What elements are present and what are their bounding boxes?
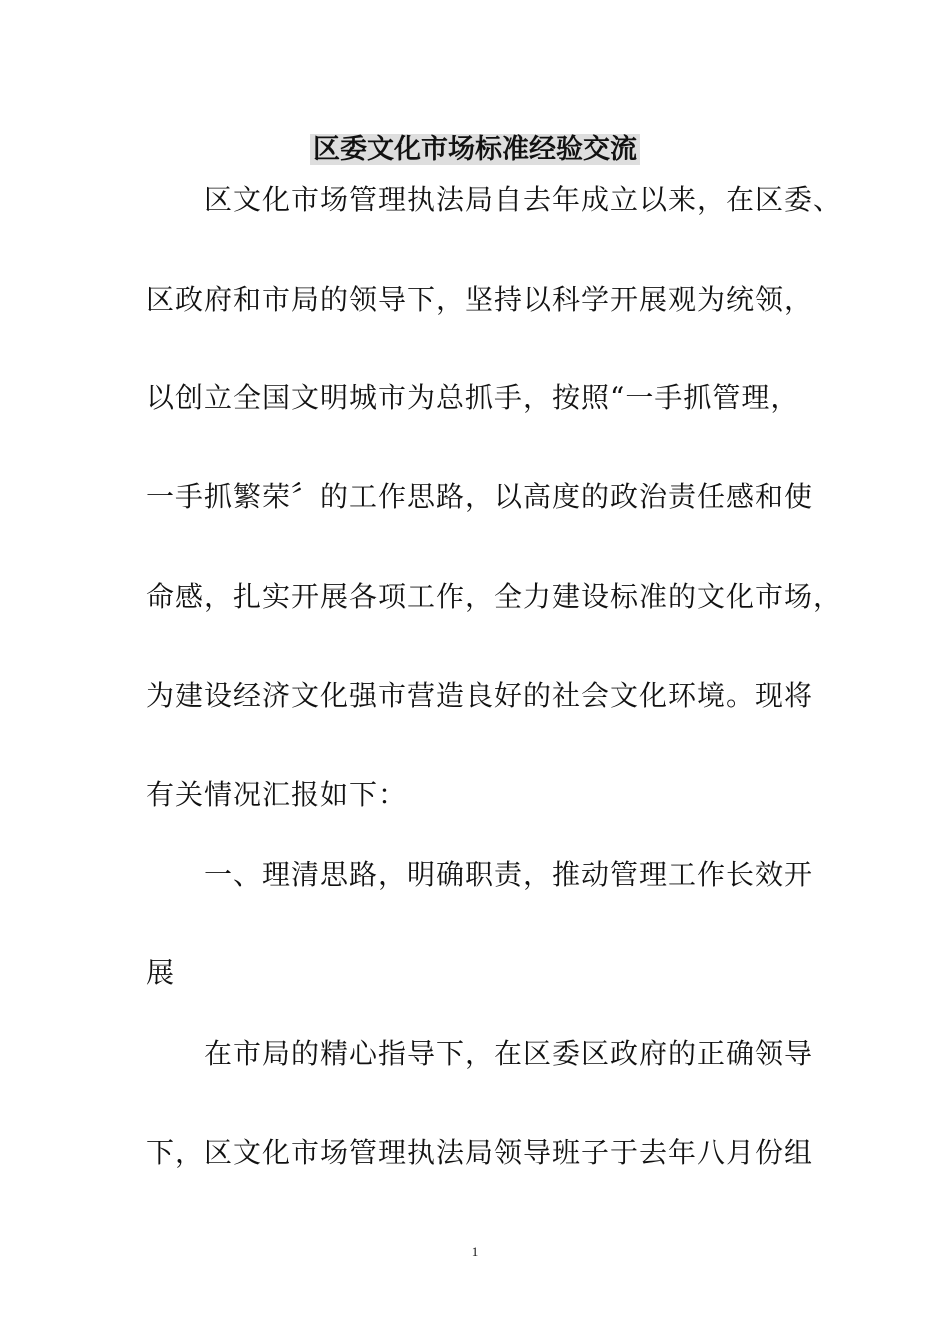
paragraph-line: 有关情况汇报如下：	[146, 778, 408, 811]
section-heading-line: 展	[146, 956, 176, 989]
paragraph-line: 为建设经济文化强市营造良好的社会文化环境。现将	[146, 679, 814, 712]
document-title-text: 区委文化市场标准经验交流	[310, 134, 640, 165]
paragraph-line: 下，区文化市场管理执法局领导班子于去年八月份组	[146, 1136, 814, 1169]
document-title	[0, 130, 950, 170]
paragraph-line: 区政府和市局的领导下，坚持以科学开展观为统领，	[146, 283, 814, 316]
page-number: 1	[471, 1244, 479, 1259]
paragraph-line: 在市局的精心指导下，在区委区政府的正确领导	[204, 1037, 814, 1070]
section-heading-line: 一、理清思路，明确职责，推动管理工作长效开	[204, 858, 814, 891]
paragraph-line: 一手抓繁荣〞的工作思路，以高度的政治责任感和使	[146, 480, 814, 513]
paragraph-line: 区文化市场管理执法局自去年成立以来，在区委、	[204, 183, 843, 216]
paragraph-line: 以创立全国文明城市为总抓手，按照“一手抓管理，	[146, 381, 800, 414]
paragraph-line: 命感，扎实开展各项工作，全力建设标准的文化市场，	[146, 580, 843, 613]
